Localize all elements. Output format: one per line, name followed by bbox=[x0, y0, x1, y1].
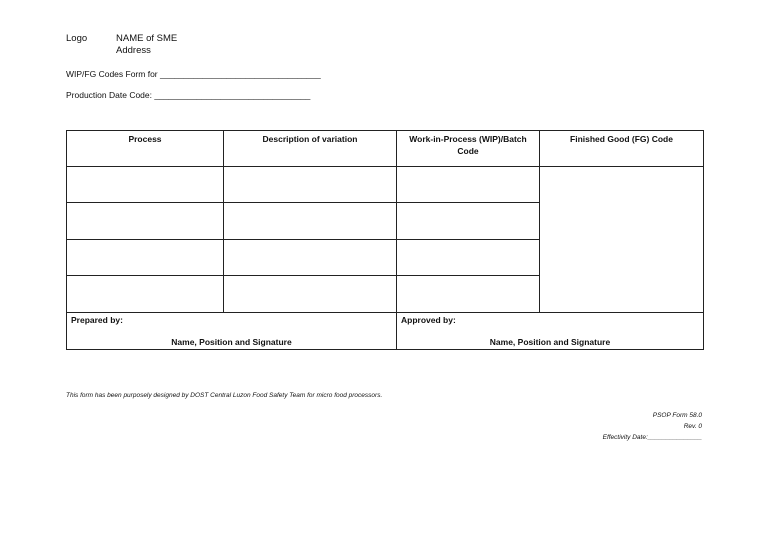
wip-code-cell[interactable] bbox=[397, 240, 540, 276]
wip-form-field bbox=[66, 69, 321, 79]
process-cell[interactable] bbox=[67, 203, 224, 240]
production-date-label: Production Date Code: bbox=[66, 90, 152, 100]
signature-row bbox=[67, 313, 704, 350]
production-date-line[interactable]: _________________________________ bbox=[154, 90, 311, 100]
table-header-row bbox=[67, 131, 704, 167]
prepared-by-cell[interactable] bbox=[67, 313, 397, 350]
wip-form-line[interactable]: __________________________________ bbox=[160, 69, 321, 79]
sme-address: Address bbox=[116, 45, 151, 56]
effectivity-date[interactable]: Effectivity Date:_______________ bbox=[602, 434, 702, 441]
column-header-wip-code: Work-in-Process (WIP)/Batch Code bbox=[397, 131, 540, 167]
wip-code-cell[interactable] bbox=[397, 167, 540, 203]
wip-code-cell[interactable] bbox=[397, 203, 540, 240]
approved-by-signature-caption: Name, Position and Signature bbox=[489, 337, 611, 347]
process-cell[interactable] bbox=[67, 167, 224, 203]
prepared-by-signature-caption: Name, Position and Signature bbox=[171, 337, 292, 347]
revision: Rev. 0 bbox=[683, 423, 702, 430]
process-cell[interactable] bbox=[67, 276, 224, 313]
process-cell[interactable] bbox=[67, 240, 224, 276]
table-row bbox=[67, 167, 704, 203]
form-number: PSOP Form 58.0 bbox=[652, 412, 702, 419]
prepared-by-label: Prepared by: bbox=[71, 315, 123, 325]
sme-name: NAME of SME bbox=[116, 33, 178, 44]
production-date-field bbox=[66, 90, 310, 100]
codes-table bbox=[66, 130, 704, 350]
description-cell[interactable] bbox=[224, 167, 397, 203]
wip-form-label: WIP/FG Codes Form for bbox=[66, 69, 158, 79]
description-cell[interactable] bbox=[224, 203, 397, 240]
column-header-process: Process bbox=[67, 131, 224, 167]
approved-by-cell[interactable] bbox=[397, 313, 704, 350]
logo-placeholder: Logo bbox=[66, 33, 88, 44]
form-design-note: This form has been purposely designed by DOST Central Luzon Food Safety Team for micro food processors. bbox=[66, 392, 383, 399]
description-cell[interactable] bbox=[224, 240, 397, 276]
column-header-fg-code: Finished Good (FG) Code bbox=[540, 131, 704, 167]
column-header-description: Description of variation bbox=[224, 131, 397, 167]
approved-by-label: Approved by: bbox=[401, 315, 456, 325]
fg-code-cell[interactable] bbox=[540, 167, 704, 313]
wip-code-cell[interactable] bbox=[397, 276, 540, 313]
description-cell[interactable] bbox=[224, 276, 397, 313]
